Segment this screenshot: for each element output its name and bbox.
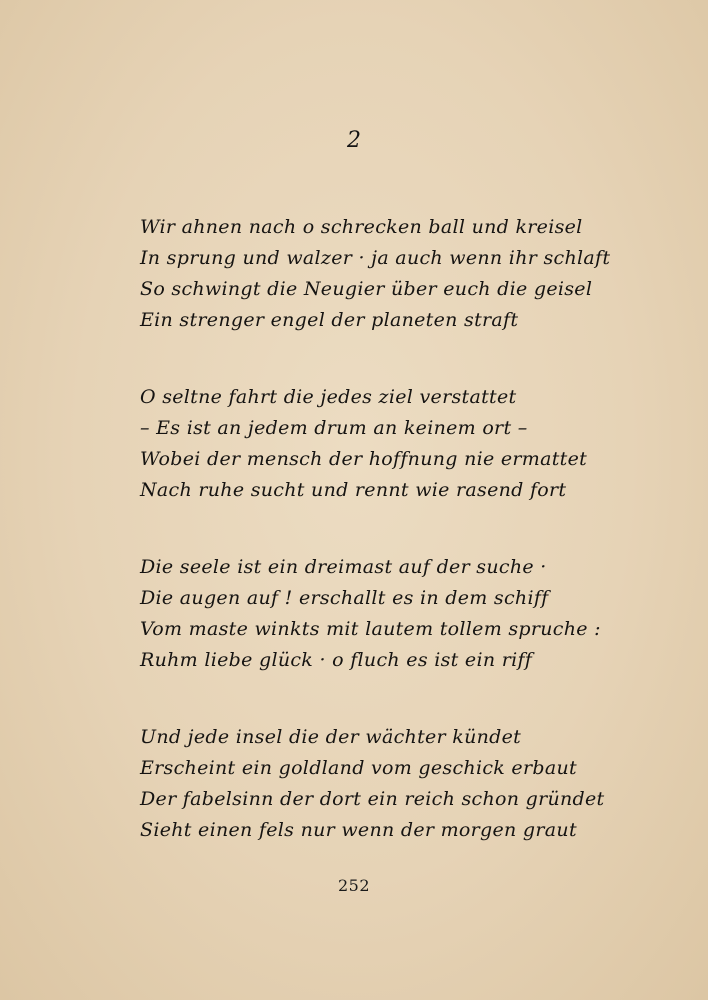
poem-line: In sprung und walzer · ja auch wenn ihr schlaft xyxy=(140,247,611,269)
poem-line: Die seele ist ein dreimast auf der suche · xyxy=(140,556,547,578)
stanza-1 xyxy=(140,212,611,336)
stanza-4 xyxy=(140,722,605,846)
poem-line: Sieht einen fels nur wenn der morgen graut xyxy=(140,819,577,841)
poem-line: Ein strenger engel der planeten straft xyxy=(140,309,519,331)
page-number: 252 xyxy=(337,876,371,895)
poem-line: Vom maste winkts mit lautem tollem spruche : xyxy=(140,618,601,640)
stanza-2 xyxy=(140,382,588,506)
poem-line: Nach ruhe sucht und rennt wie rasend fort xyxy=(140,479,567,501)
poem-line: Ruhm liebe glück · o fluch es ist ein riff xyxy=(140,649,533,671)
poem-line: Wir ahnen nach o schrecken ball und kreisel xyxy=(140,216,583,238)
poem-line: So schwingt die Neugier über euch die geisel xyxy=(140,278,593,300)
poem-line: Der fabelsinn der dort ein reich schon gründet xyxy=(140,788,605,810)
poem xyxy=(140,212,611,846)
poem-line: Und jede insel die der wächter kündet xyxy=(140,726,522,748)
poem-line: – Es ist an jedem drum an keinem ort – xyxy=(140,417,528,439)
poem-line: Die augen auf ! erschallt es in dem schiff xyxy=(140,587,549,609)
stanza-3 xyxy=(140,552,601,676)
poem-line: O seltne fahrt die jedes ziel verstattet xyxy=(140,386,517,408)
section-number: 2 xyxy=(347,128,361,153)
poem-line: Wobei der mensch der hoffnung nie ermattet xyxy=(140,448,588,470)
poem-line: Erscheint ein goldland vom geschick erbaut xyxy=(140,757,577,779)
